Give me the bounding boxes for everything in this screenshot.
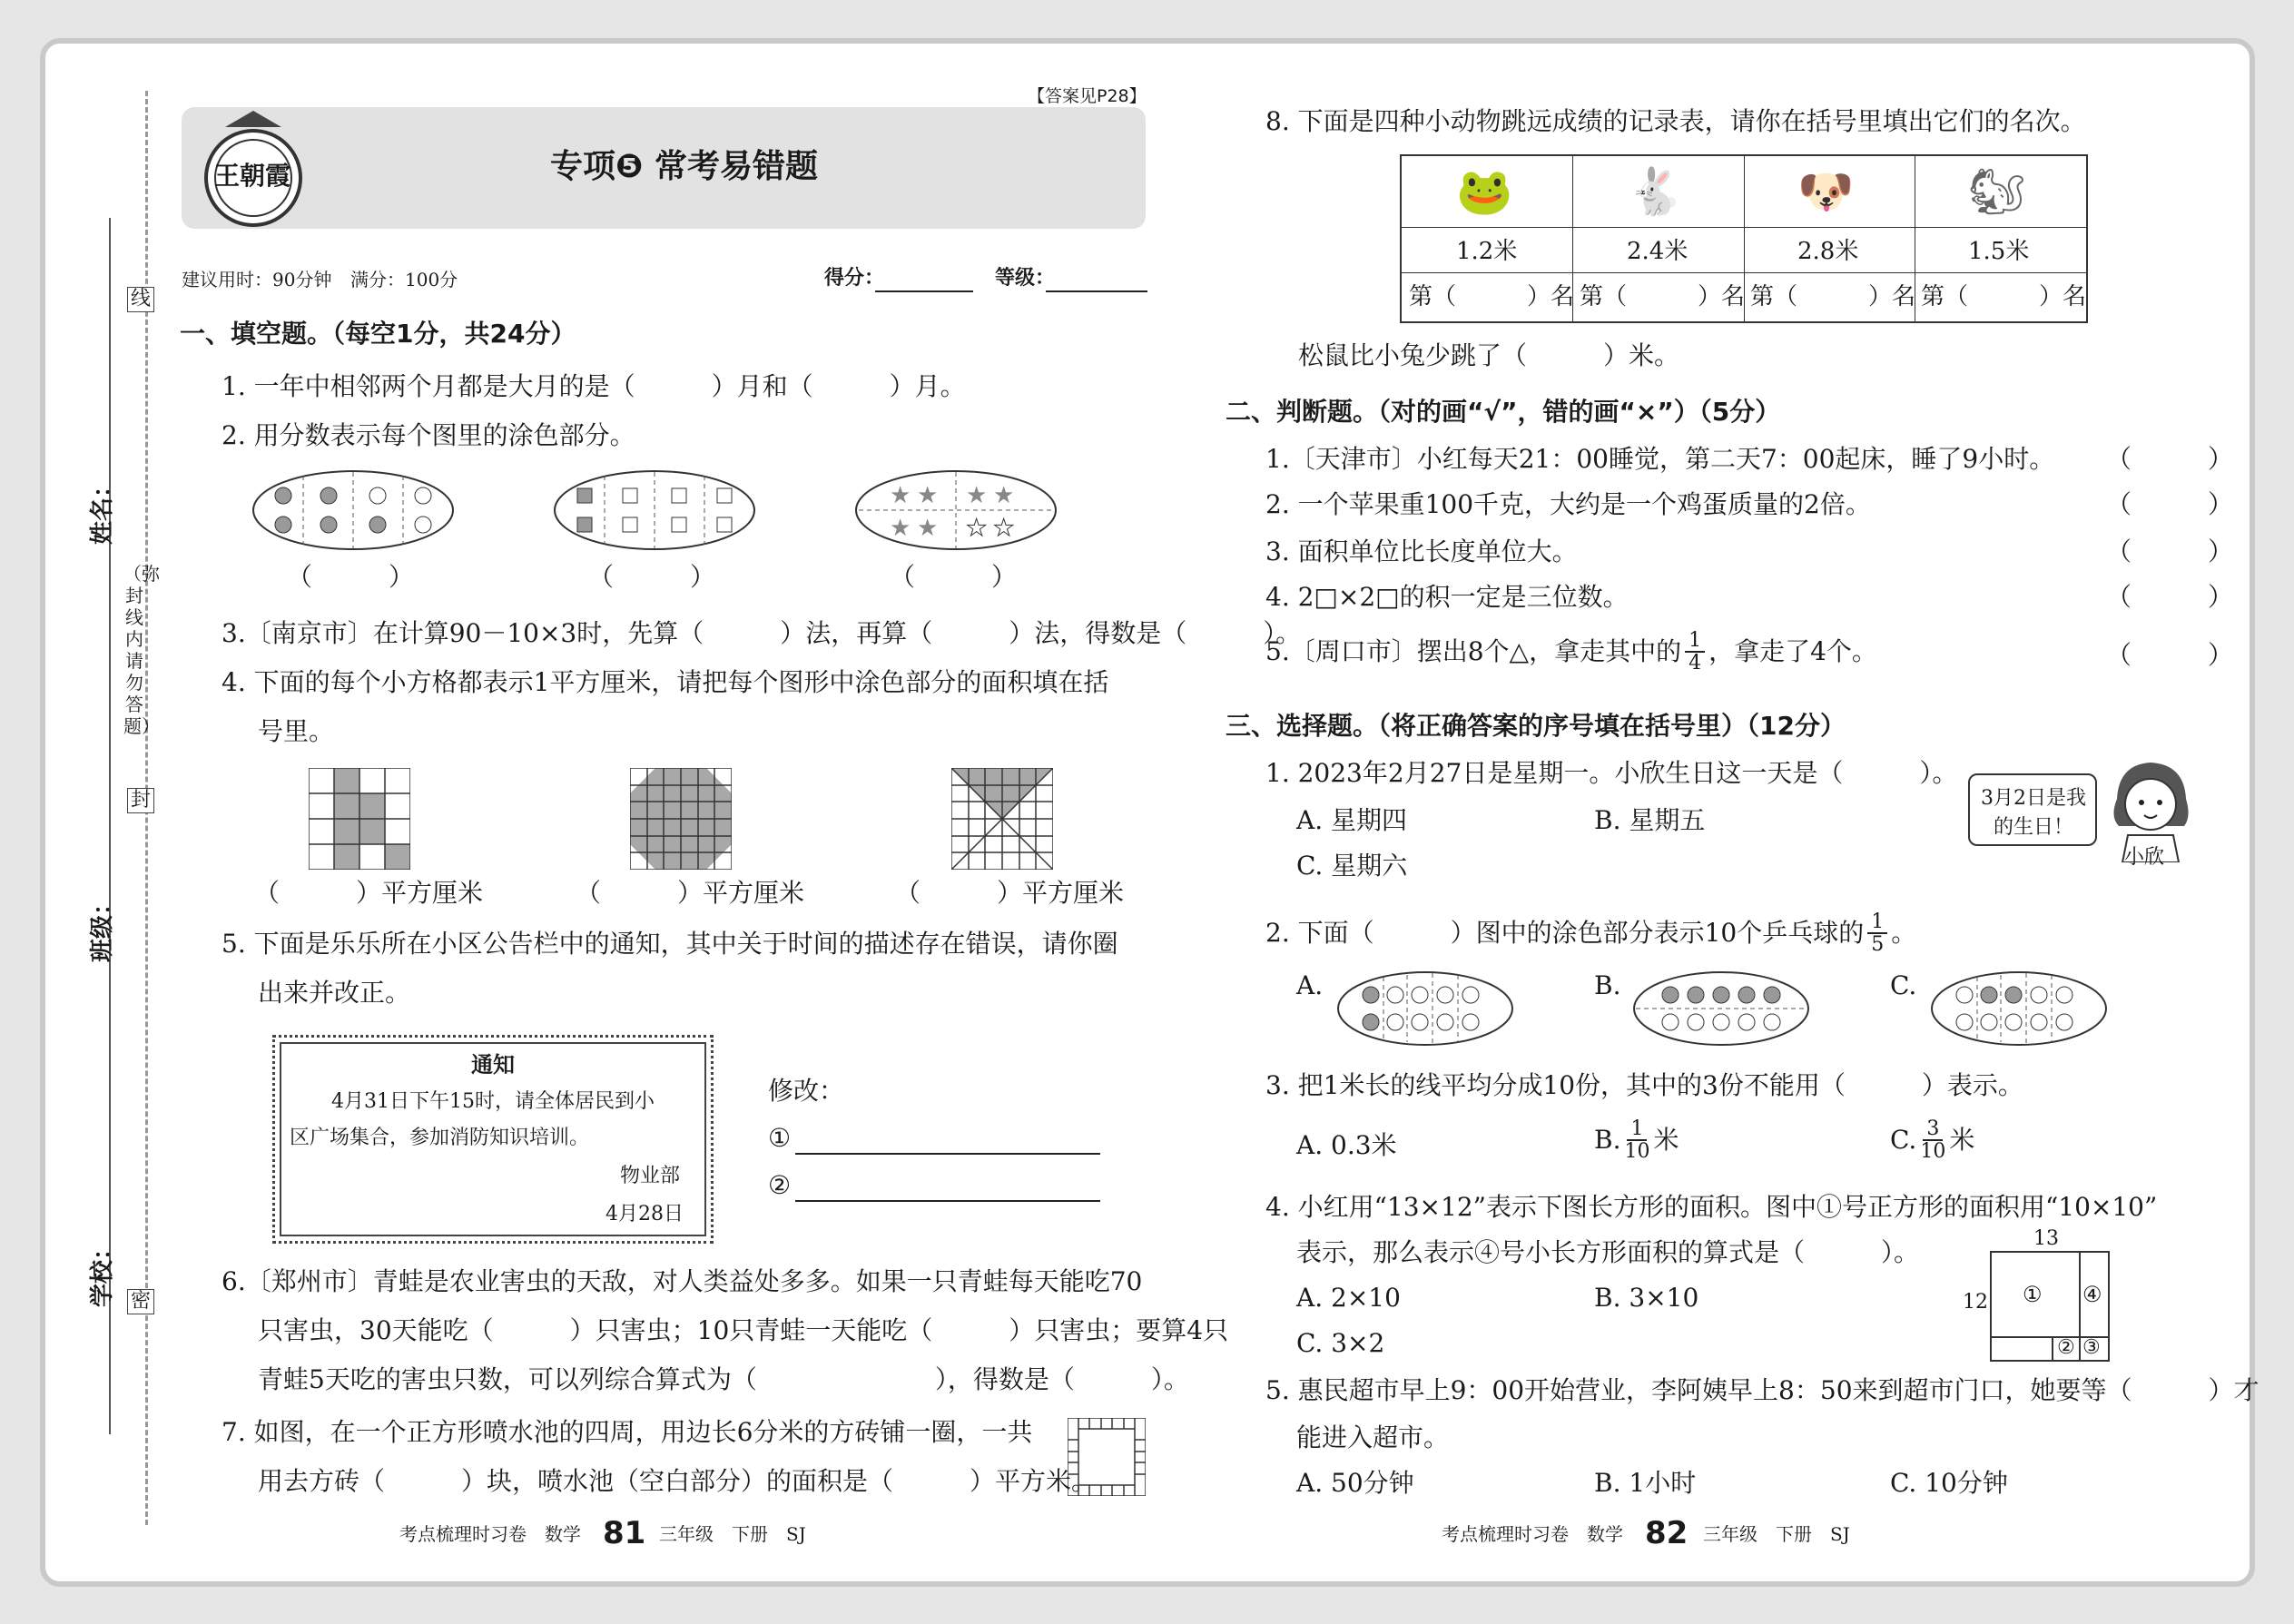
s3-q3-option-c[interactable]: [1890, 1118, 1974, 1162]
s3-q3-option-b[interactable]: [1594, 1118, 1679, 1162]
notice-line1: 4月31日下午15时，请全体居民到小: [331, 1090, 655, 1113]
seal-mark: 密: [127, 1289, 154, 1314]
s1-q8: 8. 下面是四种小动物跳远成绩的记录表，请你在括号里填出它们的名次。: [1265, 106, 2086, 136]
frog-icon: 🐸: [1456, 165, 1513, 218]
s2-item-1: 1.〔天津市〕小红每天21：00睡觉，第二天7：00起床，睡了9小时。: [1265, 444, 2055, 474]
page-title: 专项❺ 常考易错题: [550, 148, 819, 185]
svg-text:★: ★: [993, 515, 1015, 542]
judge-blank-2[interactable]: （ ）: [2106, 489, 2234, 519]
q4-grid-1: [309, 768, 410, 870]
notice-box: [272, 1035, 714, 1244]
s3-q3: 3. 把1米长的线平均分成10份，其中的3份不能用（ ）表示。: [1265, 1070, 2023, 1100]
fraction-1-4: $\frac{1}{4}$: [1685, 630, 1705, 674]
s3-q2-end: 。: [1891, 918, 1917, 949]
seal-mark: 封: [127, 788, 154, 813]
s3-q4-option-b[interactable]: B. 3×10: [1594, 1283, 1699, 1313]
s3-q1-option-a[interactable]: A. 星期四: [1296, 805, 1408, 835]
s1-q1: 1. 一年中相邻两个月都是大月的是（ ）月和（ ）月。: [222, 371, 966, 401]
s3-q2-option-c[interactable]: C.: [1890, 970, 1917, 1000]
s2-item-5-pre: 5.〔周口市〕摆出8个△，拿走其中的: [1265, 636, 1682, 667]
fix-1-field[interactable]: [795, 1153, 1100, 1155]
fix-label: 修改：: [768, 1076, 845, 1106]
s2-item-2: 2. 一个苹果重100千克，大约是一个鸡蛋质量的2倍。: [1265, 489, 1871, 519]
speech-bubble: [1968, 773, 2097, 846]
distance-squirrel: 1.5米: [1968, 238, 2030, 265]
fraction-3-10: $\frac{3}{10}$: [1920, 1117, 1946, 1164]
name-label: 姓名：: [89, 473, 116, 545]
footer-left-grade: 三年级 下册 SJ: [659, 1523, 806, 1545]
s3-q4-line2: 表示，那么表示④号小长方形面积的算式是（ ）。: [1296, 1237, 1920, 1267]
footer-left-text: 考点梳理时习卷 数学: [399, 1523, 581, 1545]
rank-frog[interactable]: 第（ ）名: [1409, 283, 1575, 310]
q2-option-b-figure: [1630, 969, 1812, 1048]
puppy-icon: 🐶: [1797, 165, 1855, 218]
distance-rabbit: 2.4米: [1627, 238, 1689, 265]
q4-grid-2: [630, 768, 732, 870]
q2-figure-2: [552, 468, 757, 552]
s3-q5-option-a[interactable]: A. 50分钟: [1296, 1468, 1414, 1498]
class-label: 班级：: [89, 891, 116, 962]
s1-q5-line1: 5. 下面是乐乐所在小区公告栏中的通知，其中关于时间的描述存在错误，请你圈: [222, 929, 1118, 959]
s1-q4-line2: 号里。: [258, 716, 335, 746]
squirrel-icon: 🐿: [1968, 165, 2026, 218]
full-score: 满分：100分: [350, 269, 458, 290]
s3-q4-option-a[interactable]: A. 2×10: [1296, 1283, 1401, 1313]
s1-q5-line2: 出来并改正。: [258, 978, 411, 1008]
s3-q2-option-b[interactable]: B.: [1594, 970, 1621, 1000]
q4-blank-2[interactable]: （ ）平方厘米: [576, 878, 805, 908]
s1-q7-line1: 7. 如图，在一个正方形喷水池的四周，用边长6分米的方砖铺一圈，一共: [222, 1417, 1033, 1447]
notice-title: 通知: [471, 1051, 515, 1078]
section2-heading: 二、判断题。（对的画“√”，错的画“×”）（5分）: [1226, 397, 1781, 427]
svg-text:★: ★: [890, 482, 911, 509]
rank-squirrel[interactable]: 第（ ）名: [1921, 283, 2087, 310]
svg-text:★: ★: [966, 482, 988, 509]
s1-q6-line1: 6.〔郑州市〕青蛙是农业害虫的天敌，对人类益处多多。如果一只青蛙每天能吃70: [222, 1266, 1143, 1296]
judge-blank-4[interactable]: （ ）: [2106, 582, 2234, 612]
logo-text: 王朝霞: [214, 161, 291, 191]
grade-field[interactable]: [1046, 290, 1147, 292]
s3-q3-b-unit: 米: [1653, 1125, 1679, 1156]
q2-blank-3[interactable]: （ ）: [890, 562, 1018, 592]
fig-region-2: ②: [2057, 1336, 2075, 1359]
footer-right-grade: 三年级 下册 SJ: [1703, 1523, 1850, 1545]
s2-item-5: [1265, 630, 1877, 674]
fig-region-3: ③: [2082, 1336, 2101, 1359]
q2-blank-1[interactable]: （ ）: [287, 562, 415, 592]
fraction-1-5: $\frac{1}{5}$: [1867, 911, 1887, 955]
school-label: 学校：: [89, 1235, 116, 1307]
bubble-text: 3月2日是我的生日！: [1981, 787, 2086, 839]
fig-label-12: 12: [1963, 1291, 1988, 1314]
score-label: 得分：: [824, 267, 885, 290]
section1-heading: 一、填空题。（每空1分，共24分）: [180, 319, 576, 349]
section3-heading: 三、选择题。（将正确答案的序号填在括号里）（12分）: [1226, 711, 1846, 741]
rank-rabbit[interactable]: 第（ ）名: [1580, 283, 1746, 310]
fix-1-marker: ①: [768, 1123, 792, 1153]
s3-q4-option-c[interactable]: C. 3×2: [1296, 1328, 1385, 1358]
s3-q5-option-c[interactable]: C. 10分钟: [1890, 1468, 2008, 1498]
margin-notice: （弥封线内请勿答题）: [123, 563, 160, 737]
s1-q3: 3.〔南京市〕在计算90－10×3时，先算（ ）法，再算（ ）法，得数是（ ）。: [222, 618, 1302, 648]
s1-q8-extra: 松鼠比小兔少跳了（ ）米。: [1298, 340, 1680, 370]
fraction-1-10: $\frac{1}{10}$: [1624, 1117, 1650, 1164]
time-limit: 建议用时：90分钟: [182, 269, 332, 290]
fountain-figure: [1068, 1418, 1146, 1496]
s3-q5-option-b[interactable]: B. 1小时: [1594, 1468, 1697, 1498]
rectangle-figure: [1990, 1251, 2110, 1362]
judge-blank-5[interactable]: （ ）: [2106, 640, 2234, 670]
seal-mark: 线: [127, 287, 154, 312]
s2-item-4: 4. 2□×2□的积一定是三位数。: [1265, 582, 1629, 612]
footer-right-text: 考点梳理时习卷 数学: [1442, 1523, 1623, 1545]
s3-q1: 1. 2023年2月27日是星期一。小欣生日这一天是（ ）。: [1265, 758, 1958, 788]
q4-grid-3: [951, 768, 1053, 870]
svg-text:★: ★: [917, 482, 939, 509]
s1-q6-line2: 只害虫，30天能吃（ ）只害虫；10只青蛙一天能吃（ ）只害虫；要算4只: [258, 1315, 1229, 1345]
judge-blank-1[interactable]: （ ）: [2106, 444, 2234, 474]
grade-label: 等级：: [995, 267, 1056, 290]
fig-region-4: ④: [2082, 1282, 2102, 1307]
s2-item-5-post: ，拿走了4个。: [1708, 636, 1877, 667]
fig-label-13: 13: [2033, 1227, 2059, 1250]
s1-q4-line1: 4. 下面的每个小方格都表示1平方厘米，请把每个图形中涂色部分的面积填在括: [222, 667, 1109, 697]
distance-frog: 1.2米: [1456, 238, 1518, 265]
distance-puppy: 2.8米: [1797, 238, 1859, 265]
judge-blank-3[interactable]: （ ）: [2106, 536, 2234, 566]
notice-line2: 区广场集合，参加消防知识培训。: [290, 1127, 590, 1149]
q4-blank-3[interactable]: （ ）平方厘米: [895, 878, 1125, 908]
notice-sign: 物业部: [620, 1165, 681, 1187]
s3-q3-option-a[interactable]: A. 0.3米: [1296, 1130, 1397, 1160]
q2-option-a-figure: [1334, 969, 1516, 1048]
s1-q7-line2: 用去方砖（ ）块，喷水池（空白部分）的面积是（ ）平方米。: [258, 1466, 1098, 1496]
q2-option-c-figure: [1928, 969, 2110, 1048]
s3-q2-text: 2. 下面（ ）图中的涂色部分表示10个乒乓球的: [1265, 918, 1865, 949]
fix-2-field[interactable]: [795, 1200, 1100, 1202]
s2-item-3: 3. 面积单位比长度单位大。: [1265, 536, 1578, 566]
logo: [198, 107, 309, 234]
s1-q2: 2. 用分数表示每个图里的涂色部分。: [222, 420, 635, 450]
s3-q3-b-letter: B.: [1594, 1125, 1621, 1156]
fix-2-marker: ②: [768, 1170, 792, 1200]
jump-table: [1400, 154, 2088, 323]
page-number-right: 82: [1645, 1515, 1689, 1551]
s3-q3-c-unit: 米: [1949, 1125, 1975, 1156]
s1-q6-line3: 青蛙5天吃的害虫只数，可以列综合算式为（ ），得数是（ ）。: [258, 1364, 1189, 1394]
girl-name: 小欣: [2124, 846, 2165, 869]
score-field[interactable]: [875, 290, 973, 292]
q2-figure-1: [251, 468, 456, 552]
s3-q2-option-a[interactable]: A.: [1296, 970, 1324, 1000]
svg-text:★: ★: [890, 515, 911, 542]
answer-ref: 【答案见P28】: [1028, 86, 1147, 106]
s3-q2: [1265, 911, 1916, 955]
s3-q1-option-c[interactable]: C. 星期六: [1296, 851, 1408, 881]
page-number-left: 81: [603, 1515, 646, 1551]
s3-q3-c-letter: C.: [1890, 1125, 1917, 1156]
svg-text:★: ★: [966, 515, 988, 542]
rank-puppy[interactable]: 第（ ）名: [1750, 283, 1916, 310]
s3-q5-line1: 5. 惠民超市早上9：00开始营业，李阿姨早上8：50来到超市门口，她要等（ ）才: [1265, 1375, 2260, 1405]
fig-region-1: ①: [2023, 1282, 2043, 1307]
rabbit-icon: 🐇: [1627, 165, 1684, 218]
q2-figure-3: [853, 468, 1058, 552]
notice-date: 4月28日: [605, 1203, 684, 1225]
s3-q1-option-b[interactable]: B. 星期五: [1594, 805, 1706, 835]
s3-q4-line1: 4. 小红用“13×12”表示下图长方形的面积。图中①号正方形的面积用“10×10”: [1265, 1192, 2158, 1222]
q4-blank-1[interactable]: （ ）平方厘米: [254, 878, 484, 908]
svg-text:★: ★: [917, 515, 939, 542]
svg-text:★: ★: [993, 482, 1015, 509]
q2-blank-2[interactable]: （ ）: [588, 562, 716, 592]
s3-q5-line2: 能进入超市。: [1296, 1422, 1450, 1452]
